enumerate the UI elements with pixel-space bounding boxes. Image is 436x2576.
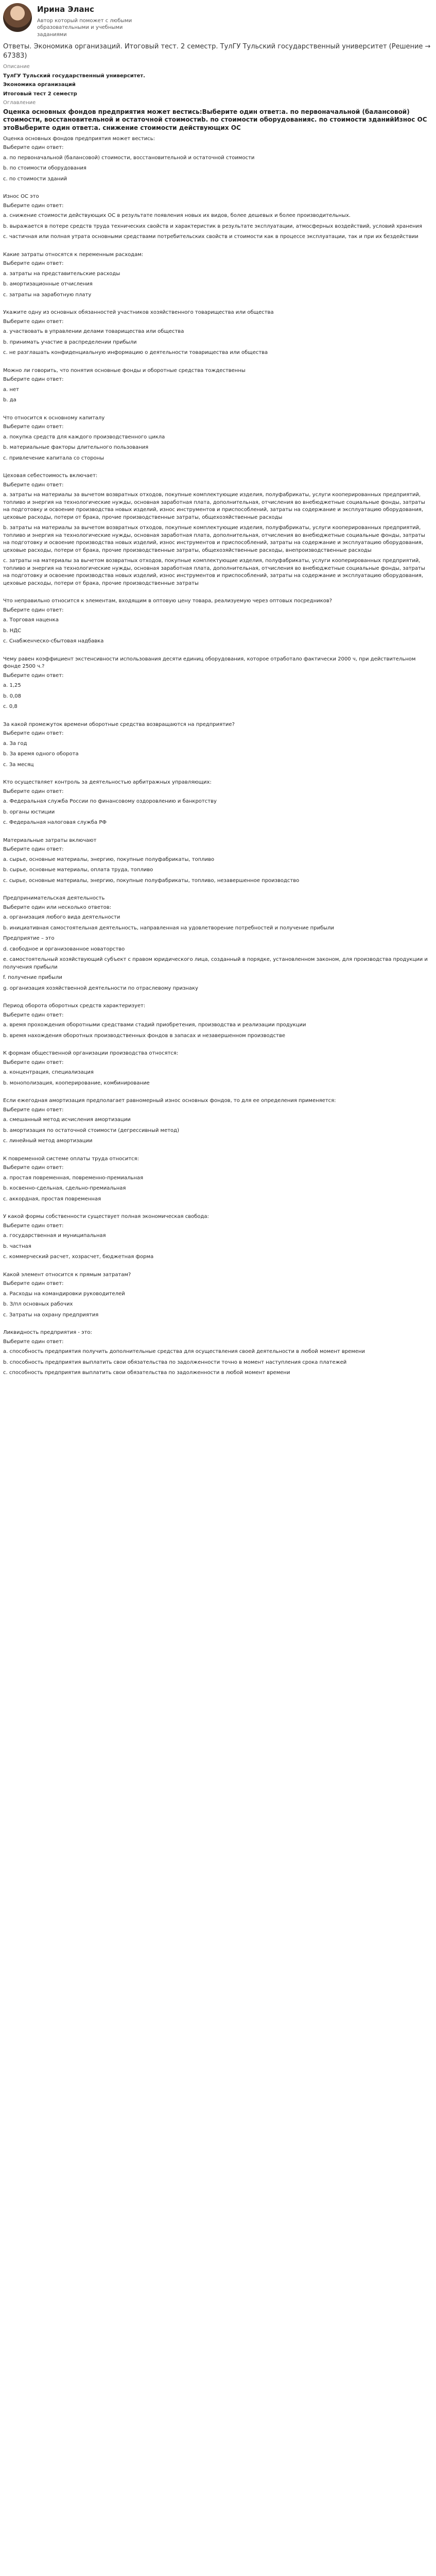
author-description: Автор который поможет с любыми образовательными и учебными заданиями: [37, 18, 132, 38]
answer-option: a. сырье, основные материалы, энергию, покупные полуфабрикаты, топливо: [3, 856, 215, 862]
question-text: Какой элемент относится к прямым затратам?: [3, 1272, 131, 1278]
answer-option: c. коммерческий расчет, хозрасчет, бюджетная форма: [3, 1254, 154, 1260]
answer-option: Предприятие – это: [3, 936, 55, 942]
question-text: Чему равен коэффициент экстенсивности использования десяти единиц оборудования, которое отработало фактически 2000 ч, при действительном фонде 2500 ч.?: [3, 656, 416, 670]
question-text: Износ ОС это: [3, 194, 39, 200]
question-text: Укажите одну из основных обязанностей участников хозяйственного товарищества или общества: [3, 310, 274, 316]
answer-option: a. организация любого вида деятельности: [3, 914, 120, 921]
question-block: [3, 1272, 433, 1319]
answer-option: a. 1,25: [3, 683, 21, 689]
document-title: Ответы. Экономика организаций. Итоговый тест. 2 семестр. ТулГУ Тульский государственный университет (Решение → 67383): [3, 43, 431, 60]
answer-option: c. линейный метод амортизации: [3, 1138, 93, 1144]
question-instruction: Выберите один ответ:: [3, 145, 64, 151]
subject-name: Экономика организаций: [3, 82, 76, 88]
answer-option: a. время прохождения оборотными средствами стадий приобретения, производства и реализации продукции: [3, 1022, 306, 1028]
answer-option: a. государственная и муниципальная: [3, 1233, 106, 1239]
answer-option: b. косвенно-сдельная, сдельно-премиальная: [3, 1185, 126, 1192]
question-instruction: Выберите один ответ:: [3, 1107, 64, 1113]
question-text: Если ежегодная амортизация предполагает равномерный износ основных фондов, то для ее определения применяется:: [3, 1098, 336, 1104]
answer-option: b. монополизация, кооперирование, комбинирование: [3, 1080, 150, 1086]
answer-option: a. Расходы на командировки руководителей: [3, 1291, 125, 1297]
answer-option: c. Снабженческо-сбытовая надбавка: [3, 638, 104, 645]
answer-option: a. снижение стоимости действующих ОС в результате появления новых их видов, более дешевых и более производительных.: [3, 213, 351, 219]
answer-option: c. затраты на материалы за вычетом возвратных отходов, покупные комплектующие изделия, полуфабрикаты, услуги кооперированных предприятий, топливо и энергия на технологические нужды, основная заработная плата, дополнительная, отчисления во внебюджетные социальные фонды, затраты на подготовку и освоение производства новых изделий, износ инструментов и приспособлений, затраты на содержание и эксплуатацию оборудования, цеховые расходы, потери от брака, прочие производственные затраты: [3, 558, 425, 586]
answer-option: a. покупка средств для каждого производственного цикла: [3, 434, 165, 440]
question-instruction: Выберите один или несколько ответов:: [3, 904, 112, 910]
question-text: Что относится к основному капиталу: [3, 415, 105, 421]
answer-option: b. инициативная самостоятельная деятельность, направленная на удовлетворение потребностей и получение прибыли: [3, 925, 335, 931]
answer-option: a. по первоначальной (балансовой) стоимости, восстановительной и остаточной стоимости: [3, 155, 255, 161]
answer-option: d. свободное и организованное новаторство: [3, 946, 125, 952]
answer-option: a. простая повременная, повременно-премиальная: [3, 1175, 144, 1181]
question-instruction: Выберите один ответ:: [3, 607, 64, 613]
question-block: [3, 598, 433, 646]
question-text: Оценка основных фондов предприятия может вестись:: [3, 135, 155, 142]
question-text: Материальные затраты включают: [3, 837, 97, 843]
table-of-contents-label: Оглавление: [3, 100, 36, 106]
author-avatar[interactable]: [3, 3, 32, 32]
question-block: [3, 135, 433, 183]
question-block: [3, 1050, 433, 1087]
question-text: К формам общественной организации производства относятся:: [3, 1050, 179, 1057]
author-block: [3, 3, 433, 38]
answer-option: b. З/пл основных рабочих: [3, 1301, 73, 1308]
question-text: Период оборота оборотных средств характеризует:: [3, 1003, 146, 1009]
answer-option: a. смешанный метод исчисления амортизации: [3, 1117, 131, 1123]
answer-option: c. затраты на заработную плату: [3, 292, 92, 298]
answer-option: b. выражается в потере средств труда технических свойств и характеристик в результате эксплуатации, атмосферных воздействий, условий хранения: [3, 223, 423, 229]
answer-option: b. сырье, основные материалы, оплата труда, топливо: [3, 867, 153, 873]
author-name[interactable]: Ирина Эланс: [37, 5, 94, 14]
question-instruction: Выберите один ответ:: [3, 482, 64, 488]
question-block: [3, 472, 433, 587]
question-block: [3, 656, 433, 711]
answer-option: b. материальные факторы длительного пользования: [3, 445, 149, 451]
question-block: [3, 415, 433, 463]
answer-option: a. Торговая наценка: [3, 617, 59, 623]
question-text: Цеховая себестоимость включает:: [3, 473, 98, 479]
question-block: [3, 1213, 433, 1261]
question-block: [3, 193, 433, 241]
answer-option: c. частичная или полная утрата основными средствами потребительских свойств и стоимости как в процессе эксплуатации, так и при их бездействии: [3, 234, 418, 240]
question-text: Ликвидность предприятия - это:: [3, 1330, 92, 1336]
answer-option: a. За год: [3, 740, 27, 747]
question-instruction: Выберите один ответ:: [3, 377, 64, 383]
author-info: [37, 3, 150, 38]
answer-option: b. НДС: [3, 628, 22, 634]
question-block: [3, 251, 433, 299]
answer-option: b. амортизационные отчисления: [3, 281, 93, 287]
answer-option: c. по стоимости зданий: [3, 176, 67, 182]
answer-option: c. сырье, основные материалы, энергию, покупные полуфабрикаты, топливо, незавершенное производство: [3, 877, 300, 884]
question-instruction: Выберите один ответ:: [3, 672, 64, 679]
answer-option: e. самостоятельный хозяйствующий субъект с правом юридического лица, созданный в порядке, установленном законом, для производства продукции и получения прибыли: [3, 957, 428, 970]
answer-option: c. Федеральная налоговая служба РФ: [3, 820, 107, 826]
question-instruction: Выберите один ответ:: [3, 1223, 64, 1229]
answer-option: b. да: [3, 397, 16, 403]
question-text: Что неправильно относится к элементам, входящим в оптовую цену товара, реализуемую через оптовых посредников?: [3, 598, 333, 604]
question-instruction: Выберите один ответ:: [3, 1059, 64, 1065]
answer-option: b. За время одного оборота: [3, 751, 79, 757]
question-instruction: Выберите один ответ:: [3, 1165, 64, 1171]
question-block: [3, 895, 433, 992]
answer-option: a. способность предприятия получить дополнительные средства для осуществления своей деятельности в любой момент времени: [3, 1349, 365, 1355]
question-text: К повременной системе оплаты труда относится:: [3, 1156, 139, 1162]
contents-title: Оценка основных фондов предприятия может вестись:Выберите один ответ:a. по первоначальной (балансовой) стоимости, восстановительной и остаточной стоимостиb. по стоимости оборудованияc. по стоимости зданийИзнос ОС этоВыберите один ответ:a. снижение стоимости действующих ОС: [3, 108, 427, 132]
question-text: Кто осуществляет контроль за деятельностью арбитражных управляющих:: [3, 779, 212, 786]
answer-option: c. Затраты на охрану предприятия: [3, 1312, 99, 1318]
answer-option: g. организация хозяйственной деятельности по отраслевому признаку: [3, 985, 198, 991]
answer-option: c. привлечение капитала со стороны: [3, 455, 104, 461]
question-block: [3, 1003, 433, 1040]
question-block: [3, 367, 433, 404]
answer-option: b. амортизация по остаточной стоимости (дегрессивный метод): [3, 1127, 179, 1133]
questions-list: [3, 135, 433, 1377]
answer-option: c. не разглашать конфиденциальную информацию о деятельности товарищества или общества: [3, 350, 268, 356]
answer-option: c. способность предприятия выплатить свои обязательства по задолженности в любой момент времени: [3, 1370, 290, 1376]
answer-option: a. Федеральная служба России по финансовому оздоровлению и банкротству: [3, 799, 217, 805]
answer-option: a. нет: [3, 386, 20, 393]
university-name: ТулГУ Тульский государственный университет.: [3, 73, 145, 79]
answer-option: a. затраты на материалы за вычетом возвратных отходов, покупные комплектующие изделия, полуфабрикаты, услуги кооперированных предприятий, топливо и энергия на технологические нужды, основная заработная плата, дополнительная, отчисления во внебюджетные социальные фонды, затраты на подготовку и освоение производства новых изделий, износ инструментов и приспособлений, затраты на содержание и эксплуатацию оборудования, цеховые расходы, потери от брака, прочие производственные затраты, общехозяйственные расходы: [3, 492, 425, 520]
question-text: Можно ли говорить, что понятия основные фонды и оборотные средства тождественны: [3, 367, 246, 374]
question-instruction: Выберите один ответ:: [3, 788, 64, 794]
answer-option: a. затраты на представительские расходы: [3, 270, 120, 277]
test-name: Итоговый тест 2 семестр: [3, 91, 77, 97]
question-instruction: Выберите один ответ:: [3, 1012, 64, 1018]
answer-option: c. 0,8: [3, 704, 18, 710]
question-instruction: Выберите один ответ:: [3, 1281, 64, 1287]
question-instruction: Выберите один ответ:: [3, 731, 64, 737]
answer-option: b. 0,08: [3, 693, 21, 699]
question-block: [3, 1329, 433, 1377]
answer-option: b. затраты на материалы за вычетом возвратных отходов, покупные комплектующие изделия, полуфабрикаты, услуги кооперированных предприятий, топливо и энергия на технологические нужды, основная заработная плата, дополнительная, отчисления во внебюджетные социальные фонды, затраты на подготовку и освоение производства новых изделий, износ инструментов и приспособлений, затраты на содержание и эксплуатацию оборудования, цеховые расходы, потери от брака, прочие производственные затраты, общехозяйственные расходы, внепроизводственные расходы: [3, 525, 425, 553]
question-instruction: Выберите один ответ:: [3, 202, 64, 209]
answer-option: b. частная: [3, 1243, 31, 1249]
question-block: [3, 779, 433, 827]
description-label: Описание: [3, 64, 30, 70]
question-block: [3, 309, 433, 357]
question-text: За какой промежуток времени оборотные средства возвращаются на предприятие?: [3, 721, 235, 727]
answer-option: b. время нахождения оборотных производственных фондов в запасах и незавершенном производстве: [3, 1032, 286, 1039]
question-block: [3, 1156, 433, 1204]
answer-option: a. концентрация, специализация: [3, 1070, 94, 1076]
question-instruction: Выберите один ответ:: [3, 424, 64, 430]
answer-option: c. аккордная, простая повременная: [3, 1196, 101, 1202]
question-block: [3, 837, 433, 885]
question-block: [3, 721, 433, 769]
answer-option: b. по стоимости оборудования: [3, 165, 86, 172]
question-text: Предпринимательская деятельность: [3, 895, 105, 902]
question-text: Какие затраты относятся к переменным расходам:: [3, 251, 144, 258]
answer-option: f. получение прибыли: [3, 975, 62, 981]
question-instruction: Выберите один ответ:: [3, 1338, 64, 1345]
question-block: [3, 1097, 433, 1145]
answer-option: c. За месяц: [3, 761, 34, 768]
question-instruction: Выберите один ответ:: [3, 846, 64, 853]
question-instruction: Выберите один ответ:: [3, 261, 64, 267]
question-instruction: Выберите один ответ:: [3, 318, 64, 325]
answer-option: a. участвовать в управлении делами товарищества или общества: [3, 329, 184, 335]
answer-option: b. способность предприятия выплатить свои обязательства по задолженности точно в момент наступления срока платежей: [3, 1359, 347, 1365]
answer-option: b. органы юстиции: [3, 809, 55, 815]
question-text: У какой формы собственности существует полная экономическая свобода:: [3, 1214, 209, 1220]
answer-option: b. принимать участие в распределении прибыли: [3, 339, 137, 345]
